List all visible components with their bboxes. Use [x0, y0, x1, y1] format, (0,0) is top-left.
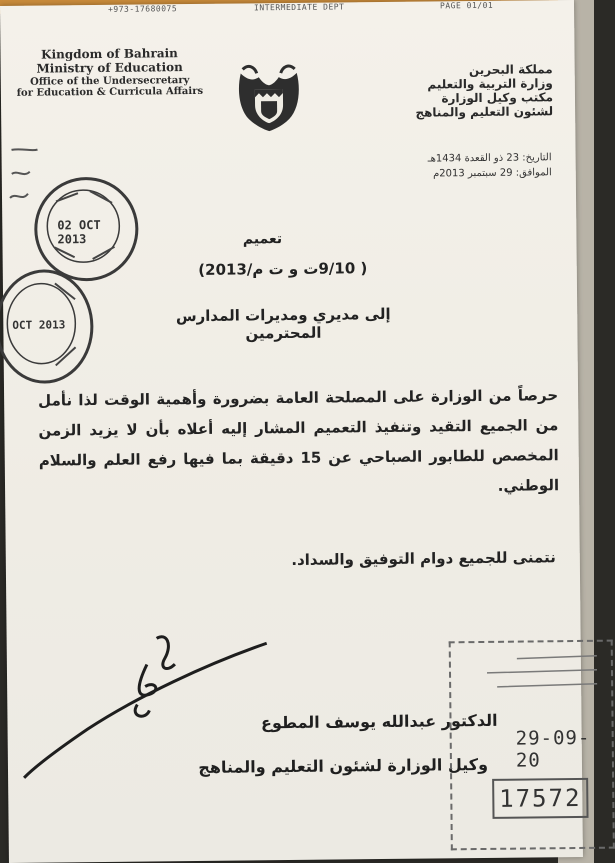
received-stamp-2: [0, 269, 94, 384]
document-reference: ( 9/10ت و ت م/2013): [198, 259, 368, 279]
closing-line: نتمنى للجميع دوام التوفيق والسداد.: [291, 548, 556, 569]
fax-number: +973-17680075: [107, 4, 178, 14]
arabic-letterhead: [363, 62, 554, 120]
stamp-1-date: 02 OCT 2013: [57, 217, 101, 247]
office-affairs-ar: لشئون التعليم والمناهج: [415, 104, 554, 120]
received-number: 17572: [492, 778, 588, 819]
english-letterhead: [14, 46, 205, 99]
fax-dept: INTERMEDIATE DEPT: [253, 2, 345, 13]
addressee: إلى مديري ومديرات المدارس المحترمين: [175, 304, 391, 343]
document-body: حرصاً من الوزارة على المصلحة العامة بضرورة وأهمية الوقت لذا نأمل من الجميع التقيد وتنفيذ التعميم المشار إليه أعلاه بأن لا يزيد الزمن المخصص للطابور الصباحي عن 15 دقيقة بما فيها رفع العلم والسلام الوطني.: [38, 386, 560, 495]
hijri-date: التاريخ: 23 ذو القعدة 1434هـ: [427, 152, 552, 165]
kingdom-name-ar: مملكة البحرين: [468, 62, 553, 78]
signatory-name: الدكتور عبدالله يوسف المطوع: [260, 710, 498, 733]
letter-dates: [342, 150, 552, 182]
received-stamp-1: [34, 177, 139, 282]
signatory-title: وكيل الوزارة لشئون التعليم والمناهج: [198, 754, 489, 777]
stamp-2-date: OCT 2013: [12, 318, 66, 332]
office-affairs-en: for Education & Curricula Affairs: [16, 85, 204, 99]
incoming-mail-stamp: [449, 640, 615, 851]
ministry-name-ar: وزارة التربية والتعليم: [427, 76, 553, 92]
office-name-ar: مكتب وكيل الوزارة: [441, 90, 554, 106]
document-type: تعميم: [242, 231, 283, 248]
ministry-name-en: Ministry of Education: [36, 60, 183, 76]
bahrain-emblem-icon: [235, 59, 304, 134]
gregorian-date: الموافق: 29 سبتمبر 2013م: [433, 167, 552, 180]
office-name-en: Office of the Undersecretary: [30, 75, 190, 88]
fax-page: PAGE 01/01: [439, 0, 494, 11]
received-date: 29-09-20: [515, 726, 591, 772]
kingdom-name-en: Kingdom of Bahrain: [41, 46, 178, 62]
